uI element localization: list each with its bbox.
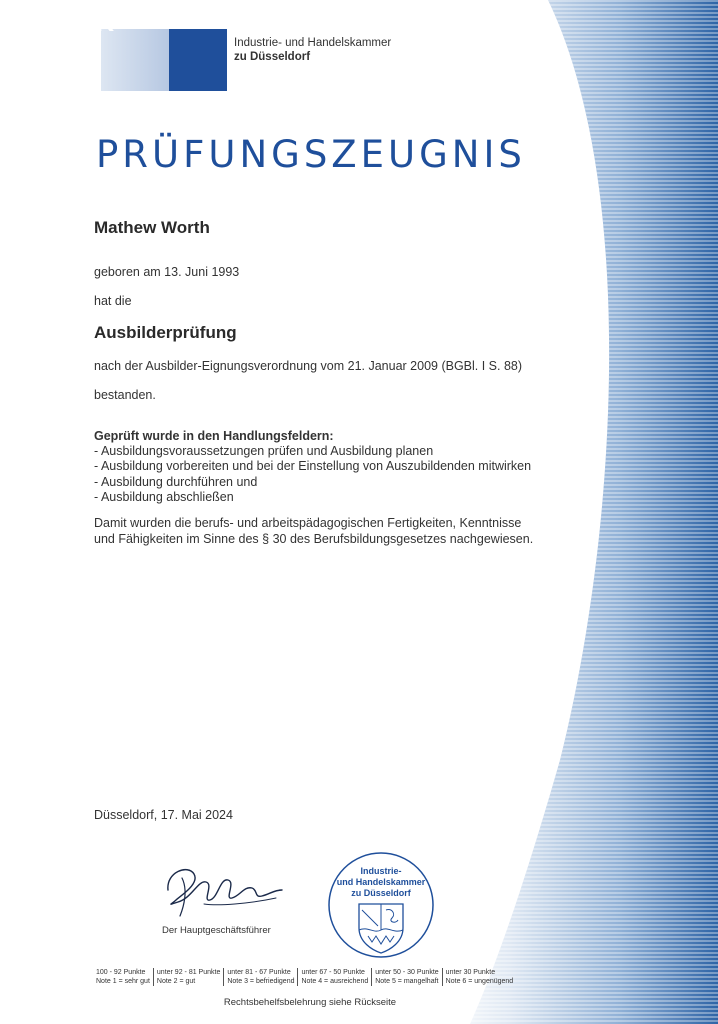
regulation-line: nach der Ausbilder-Eignungsverordnung vom 21. Januar 2009 (BGBl. I S. 88): [94, 359, 523, 373]
grade-label: Note 6 = ungenügend: [445, 978, 514, 985]
ihk-logo-mark: IHK: [70, 9, 115, 37]
official-seal: [326, 850, 436, 960]
signature-caption: Der Hauptgeschäftsführer: [162, 925, 271, 936]
place-date: Düsseldorf, 17. Mai 2024: [94, 808, 233, 822]
list-item: - Ausbildung abschließen: [94, 490, 531, 505]
grade-range: unter 81 - 67 Punkte: [227, 969, 291, 976]
grade-item: [298, 968, 372, 986]
recipient-name: Mathew Worth: [94, 218, 210, 237]
grade-range: unter 92 - 81 Punkte: [156, 969, 221, 976]
exam-result: bestanden.: [94, 388, 156, 402]
grade-item: [372, 968, 442, 986]
grade-label: Note 5 = mangelhaft: [375, 978, 439, 985]
has-line: hat die: [94, 294, 132, 308]
grade-label: Note 2 = gut: [156, 978, 196, 985]
closing-statement: [94, 515, 544, 547]
grading-scale: [96, 968, 516, 986]
signature-image: [158, 860, 288, 920]
fields-of-action: [94, 429, 531, 505]
grade-label: Note 3 = befriedigend: [227, 978, 295, 985]
grade-range: unter 67 - 50 Punkte: [301, 969, 365, 976]
organization-name-line1: Industrie- und Handelskammer: [234, 37, 392, 49]
seal-line2: und Handelskammer: [336, 877, 426, 887]
seal-line1: Industrie-: [360, 866, 402, 876]
list-item: - Ausbildung durchführen und: [94, 475, 531, 490]
grade-item: [443, 968, 517, 986]
seal-line3: zu Düsseldorf: [351, 888, 411, 898]
grade-range: unter 30 Punkte: [445, 969, 496, 976]
closing-line2: und Fähigkeiten im Sinne des § 30 des Berufsbildungsgesetzes nachgewiesen.: [94, 532, 534, 546]
grade-item: [224, 968, 298, 986]
organization-name: [234, 36, 391, 64]
legal-notice: Rechtsbehelfsbelehrung siehe Rückseite: [223, 997, 397, 1008]
fields-heading: Geprüft wurde in den Handlungsfeldern:: [94, 429, 334, 443]
grade-range: 100 - 92 Punkte: [96, 969, 146, 976]
birth-line: geboren am 13. Juni 1993: [94, 265, 240, 279]
organization-name-line2: zu Düsseldorf: [234, 51, 311, 63]
list-item: - Ausbildung vorbereiten und bei der Einstellung von Auszubildenden mitwirken: [94, 459, 531, 474]
list-item: - Ausbildungsvoraussetzungen prüfen und Ausbildung planen: [94, 444, 531, 459]
document-title: PRÜFUNGSZEUGNIS: [96, 133, 526, 176]
grade-label: Note 1 = sehr gut: [96, 978, 150, 985]
grade-item: [154, 968, 224, 986]
fields-list: [94, 444, 531, 505]
exam-name: Ausbilderprüfung: [94, 323, 237, 342]
coat-of-arms-icon: [359, 904, 403, 953]
grade-label: Note 4 = ausreichend: [301, 978, 369, 985]
ihk-logo: [101, 29, 227, 91]
grade-range: unter 50 - 30 Punkte: [375, 969, 439, 976]
closing-line1: Damit wurden die berufs- und arbeitspädagogischen Fertigkeiten, Kenntnisse: [94, 516, 522, 530]
grade-item: [96, 968, 154, 986]
